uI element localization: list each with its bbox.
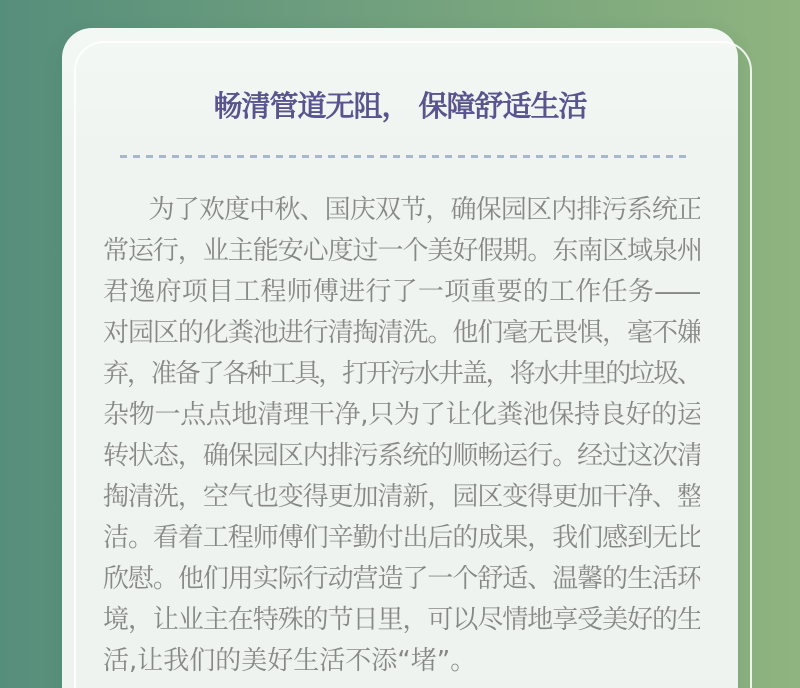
article-line: 活,让我们的美好生活不添“堵”。 xyxy=(103,646,477,676)
article-line: 为了欢度中秋、国庆双节，确保园区内排污系统正 xyxy=(148,195,700,225)
article-line: 对园区的化粪池进行清掏清洗。他们毫无畏惧，毫不嫌 xyxy=(103,318,700,348)
article-line: 弃，准备了各种工具，打开污水井盖，将水井里的垃圾、 xyxy=(103,359,700,389)
article-line: 转状态，确保园区内排污系统的顺畅运行。经过这次清 xyxy=(103,441,700,471)
dashed-divider xyxy=(120,155,692,158)
article-line: 境，让业主在特殊的节日里，可以尽情地享受美好的生 xyxy=(103,605,700,635)
article-line: 杂物一点点地清理干净,只为了让化粪池保持良好的运 xyxy=(103,400,700,430)
page-title: 畅清管道无阻， 保障舒适生活 xyxy=(213,89,587,123)
article-line: 洁。看着工程师傅们辛勤付出后的成果，我们感到无比 xyxy=(103,523,700,553)
article-line: 常运行，业主能安心度过一个美好假期。东南区域泉州 xyxy=(103,236,700,266)
article-line: 掏清洗，空气也变得更加清新，园区变得更加干净、整 xyxy=(103,482,700,512)
article-line: 君逸府项目工程师傅进行了一项重要的工作任务—— xyxy=(103,277,700,307)
article xyxy=(103,190,700,682)
article-line: 欣慰。他们用实际行动营造了一个舒适、温馨的生活环 xyxy=(103,564,700,594)
